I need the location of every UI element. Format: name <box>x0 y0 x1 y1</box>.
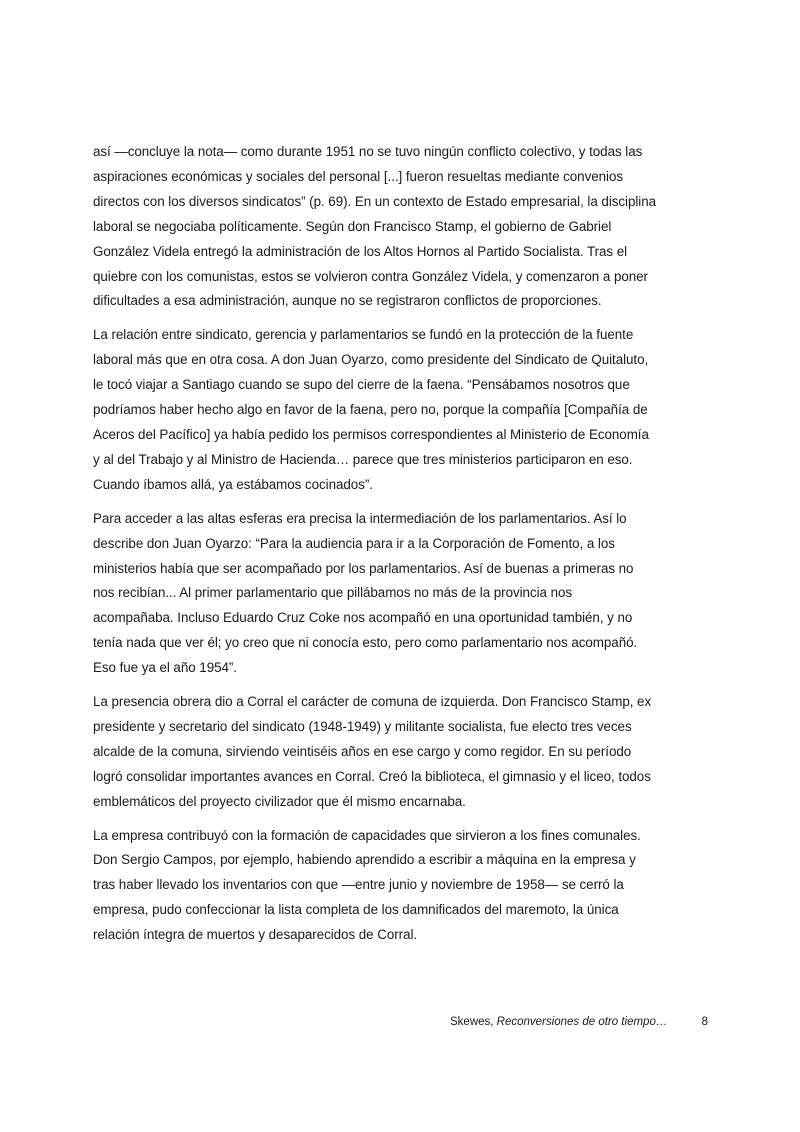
text-line: nos recibían... Al primer parlamentario que pillábamos no más de la provincia nos <box>93 585 573 601</box>
text-line: empresa, pudo confeccionar la lista completa de los damnificados del maremoto, la única <box>93 902 619 918</box>
text-line: logró consolidar importantes avances en Corral. Creó la biblioteca, el gimnasio y el liceo, todos <box>93 768 651 784</box>
text-line: dificultades a esa administración, aunque no se registraron conflictos de proporciones. <box>93 293 602 309</box>
text-line: le tocó viajar a Santiago cuando se supo del cierre de la faena. “Pensábamos nosotros que <box>93 377 630 393</box>
paragraph-2 <box>93 323 715 497</box>
text-line: Don Sergio Campos, por ejemplo, habiendo aprendido a escribir a máquina en la empresa y <box>93 852 636 868</box>
text-line: tenía nada que ver él; yo creo que ni conocía esto, pero como parlamentario nos acompañó. <box>93 635 638 651</box>
text-line: relación íntegra de muertos y desaparecidos de Corral. <box>93 927 418 943</box>
text-line: y al del Trabajo y al Ministro de Hacienda… parece que tres ministerios participaron en eso. <box>93 451 633 467</box>
text-line: acompañaba. Incluso Eduardo Cruz Coke nos acompañó en una oportunidad también, y no <box>93 610 633 626</box>
text-line: Aceros del Pacífico] ya había pedido los permisos correspondientes al Ministerio de Economía <box>93 426 649 442</box>
footer-author: Skewes, <box>450 1016 497 1028</box>
text-line: laboral más que en otra cosa. A don Juan Oyarzo, como presidente del Sindicato de Quitaluto, <box>93 352 649 368</box>
text-line: Cuando íbamos allá, ya estábamos cocinados”. <box>93 476 373 492</box>
paragraph-3 <box>93 507 715 681</box>
paragraph-4 <box>93 690 715 815</box>
text-line: así —concluye la nota— como durante 1951 no se tuvo ningún conflicto colectivo, y todas las <box>93 144 643 159</box>
text-line: La empresa contribuyó con la formación de capacidades que sirvieron a los fines comunales. <box>93 827 641 843</box>
text-line: alcalde de la comuna, sirviendo veintiséis años en ese cargo y como regidor. En su período <box>93 743 632 759</box>
text-line: directos con los diversos sindicatos” (p. 69). En un contexto de Estado empresarial, la disciplina <box>93 193 657 209</box>
footer-citation <box>450 1013 667 1031</box>
text-line: Eso fue ya el año 1954”. <box>93 660 237 676</box>
document-body <box>93 140 715 957</box>
text-line: emblemáticos del proyecto civilizador que él mismo encarnaba. <box>93 793 466 809</box>
text-line: describe don Juan Oyarzo: “Para la audiencia para ir a la Corporación de Fomento, a los <box>93 535 615 551</box>
text-line: quiebre con los comunistas, estos se volvieron contra González Videla, y comenzaron a poner <box>93 268 648 284</box>
text-line: La relación entre sindicato, gerencia y parlamentarios se fundó en la protección de la fuente <box>93 327 634 343</box>
text-line: Para acceder a las altas esferas era precisa la intermediación de los parlamentarios. Así lo <box>93 510 627 526</box>
page-number: 8 <box>701 1016 708 1028</box>
text-line: La presencia obrera dio a Corral el carácter de comuna de izquierda. Don Francisco Stamp, ex <box>93 694 652 710</box>
text-line: aspiraciones económicas y sociales del personal [...] fueron resueltas mediante convenios <box>93 168 623 184</box>
text-line: presidente y secretario del sindicato (1948-1949) y militante socialista, fue electo tres veces <box>93 718 632 734</box>
paragraph-1 <box>93 140 715 314</box>
text-line: tras haber llevado los inventarios con que —entre junio y noviembre de 1958— se cerró la <box>93 877 624 893</box>
page-footer <box>93 1013 708 1031</box>
footer-title: Reconversiones de otro tiempo… <box>496 1016 668 1028</box>
text-line: podríamos haber hecho algo en favor de la faena, pero no, porque la compañía [Compañía de <box>93 402 648 418</box>
text-line: González Videla entregó la administración de los Altos Hornos al Partido Socialista. Tras el <box>93 243 628 259</box>
paragraph-5 <box>93 824 715 949</box>
text-line: ministerios había que ser acompañado por los parlamentarios. Así de buenas a primeras no <box>93 560 634 576</box>
text-line: laboral se negociaba políticamente. Según don Francisco Stamp, el gobierno de Gabriel <box>93 218 612 234</box>
